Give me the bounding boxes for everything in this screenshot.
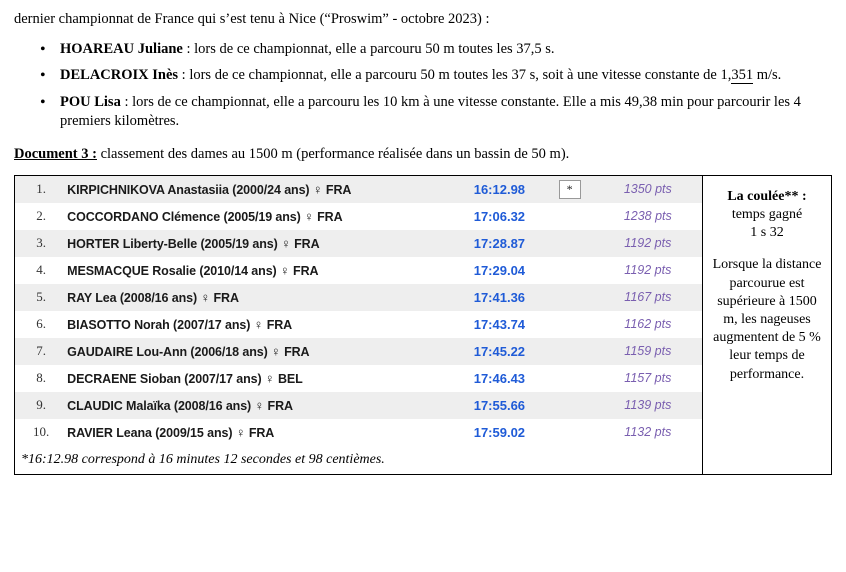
- athlete-name: RAVIER Leana (2009/15 ans): [67, 425, 233, 440]
- athlete-country: FRA: [213, 290, 239, 305]
- row-time: 17:45.22: [453, 338, 545, 365]
- row-star-cell: [546, 257, 594, 284]
- row-rank: 3.: [15, 230, 67, 257]
- female-icon: ♀: [200, 289, 211, 305]
- row-athlete: [67, 419, 453, 446]
- row-star-cell: [546, 365, 594, 392]
- athlete-name: RAY Lea (2008/16 ans): [67, 290, 198, 305]
- row-athlete: [67, 257, 453, 284]
- swimmer-description: : lors de ce championnat, elle a parcouru 50 m toutes les 37,5 s.: [182, 40, 555, 57]
- ranking-table: [15, 176, 702, 446]
- athlete-name: BIASOTTO Norah (2007/17 ans): [67, 317, 251, 332]
- row-star-cell: [546, 230, 594, 257]
- athlete-country: BEL: [277, 371, 303, 386]
- swimmer-bullet-list: [14, 40, 832, 132]
- athlete-country: FRA: [317, 209, 343, 224]
- athlete-name: GAUDAIRE Lou-Ann (2006/18 ans): [67, 344, 268, 359]
- list-item: [60, 93, 832, 132]
- table-row: [15, 257, 702, 284]
- row-star-cell: [546, 311, 594, 338]
- row-time: 16:12.98: [453, 176, 545, 203]
- female-icon: ♀: [253, 316, 264, 332]
- athlete-name: CLAUDIC Malaïka (2008/16 ans): [67, 398, 252, 413]
- row-athlete: [67, 230, 453, 257]
- list-item: [60, 66, 832, 86]
- female-icon: ♀: [304, 208, 314, 224]
- row-time: 17:28.87: [453, 230, 545, 257]
- row-star-cell: [546, 338, 594, 365]
- list-item: [60, 40, 832, 60]
- female-icon: ♀: [280, 262, 290, 278]
- table-row: [15, 284, 702, 311]
- row-points: 1238 pts: [623, 209, 672, 224]
- sidebar-paragraph: Lorsque la distance parcourue est supérieure à 1500 m, les nageuses augmentent de 5 % leur temps de performance.: [712, 257, 822, 382]
- document-caption-text: classement des dames au 1500 m (performance réalisée dans un bassin de 50 m).: [96, 145, 570, 162]
- ranking-block: [14, 175, 832, 475]
- row-points: 1192 pts: [624, 263, 672, 278]
- table-row: [15, 338, 702, 365]
- intro-paragraph: dernier championnat de France qui s’est tenu à Nice (“Proswim” - octobre 2023) :: [14, 11, 490, 27]
- table-row: [15, 392, 702, 419]
- row-points: 1132 pts: [624, 425, 672, 440]
- row-rank: 6.: [36, 316, 46, 332]
- row-rank: 5.: [15, 284, 67, 311]
- row-time: 17:46.43: [473, 370, 526, 386]
- row-athlete: [67, 284, 453, 311]
- table-row: [15, 365, 702, 392]
- athlete-name: COCCORDANO Clémence (2005/19 ans): [67, 209, 301, 224]
- female-icon: ♀: [264, 370, 275, 386]
- sidebar-line1: temps gagné: [731, 207, 803, 222]
- row-athlete: [67, 203, 453, 230]
- swimmer-name: HOAREAU Juliane: [60, 40, 183, 57]
- row-rank: 9.: [15, 392, 67, 419]
- row-time: 17:29.04: [473, 262, 526, 278]
- row-points: 1162 pts: [624, 317, 672, 332]
- athlete-country: FRA: [267, 398, 293, 413]
- sidebar-note: [703, 176, 831, 474]
- row-star-cell: [546, 176, 594, 203]
- female-icon: ♀: [281, 235, 291, 251]
- document-caption: [14, 146, 832, 163]
- athlete-name: DECRAENE Sioban (2007/17 ans): [67, 371, 262, 386]
- row-star-cell: [546, 419, 594, 446]
- row-time: 17:41.36: [453, 284, 545, 311]
- sidebar-line2: 1 s 32: [750, 225, 784, 241]
- athlete-name: KIRPICHNIKOVA Anastasiia (2000/24 ans): [67, 182, 310, 197]
- table-row: [15, 311, 702, 338]
- swimmer-description: : lors de ce championnat, elle a parcouru les 10 km à une vitesse constante. Elle a mis 49,38 min pour parcourir les 4 premiers kilomètres.: [60, 93, 801, 130]
- row-athlete: [67, 176, 453, 203]
- athlete-name: HORTER Liberty-Belle (2005/19 ans): [67, 236, 278, 251]
- row-athlete: [67, 365, 453, 392]
- row-rank: 1.: [15, 176, 67, 203]
- ranking-table-container: [15, 176, 703, 474]
- row-rank: 4.: [36, 262, 46, 278]
- row-athlete: [67, 311, 453, 338]
- row-star-cell: [546, 284, 594, 311]
- athlete-country: FRA: [294, 236, 320, 251]
- table-row: [15, 419, 702, 446]
- swimmer-description-underlined: 351: [731, 67, 754, 84]
- row-athlete: [67, 392, 453, 419]
- female-icon: ♀: [235, 424, 246, 440]
- row-points: 1167 pts: [594, 284, 702, 311]
- swimmer-name: DELACROIX Inès: [60, 67, 179, 84]
- table-row: [15, 176, 702, 203]
- row-star-cell: [546, 392, 594, 419]
- swimmer-description-part1: : lors de ce championnat, elle a parcouru 50 m toutes les 37 s, soit à une vitesse constante de 1,: [178, 67, 732, 84]
- row-time: 17:06.32: [473, 208, 526, 224]
- sidebar-spacer: [711, 242, 823, 256]
- row-points: 1350 pts: [594, 176, 702, 203]
- row-time: 17:43.74: [473, 316, 526, 332]
- row-athlete: [67, 338, 453, 365]
- swimmer-name: POU Lisa: [60, 93, 121, 110]
- row-rank: 8.: [36, 370, 46, 386]
- row-points: 1157 pts: [624, 371, 672, 386]
- sidebar-title: La coulée** :: [727, 188, 807, 204]
- table-footnote: *16:12.98 correspond à 16 minutes 12 secondes et 98 centièmes.: [21, 451, 385, 467]
- row-time: 17:55.66: [453, 392, 545, 419]
- table-row: [15, 230, 702, 257]
- document-title: Document 3 :: [14, 145, 97, 162]
- row-rank: 10.: [32, 424, 50, 440]
- row-points: 1159 pts: [594, 338, 702, 365]
- athlete-country: FRA: [248, 425, 275, 440]
- female-icon: ♀: [312, 181, 323, 197]
- athlete-country: FRA: [266, 317, 293, 332]
- table-row: [15, 203, 702, 230]
- female-icon: ♀: [254, 397, 265, 413]
- athlete-country: FRA: [284, 344, 310, 359]
- athlete-country: FRA: [293, 263, 319, 278]
- athlete-name: MESMACQUE Rosalie (2010/14 ans): [67, 263, 277, 278]
- row-rank: 7.: [15, 338, 67, 365]
- row-points: 1139 pts: [594, 392, 702, 419]
- athlete-country: FRA: [325, 182, 352, 197]
- footnote-marker: *: [559, 180, 581, 199]
- row-rank: 2.: [36, 208, 46, 224]
- row-points: 1192 pts: [594, 230, 702, 257]
- row-star-cell: [546, 203, 594, 230]
- row-time: 17:59.02: [473, 424, 526, 440]
- female-icon: ♀: [271, 343, 281, 359]
- swimmer-description-part2: m/s.: [753, 67, 782, 84]
